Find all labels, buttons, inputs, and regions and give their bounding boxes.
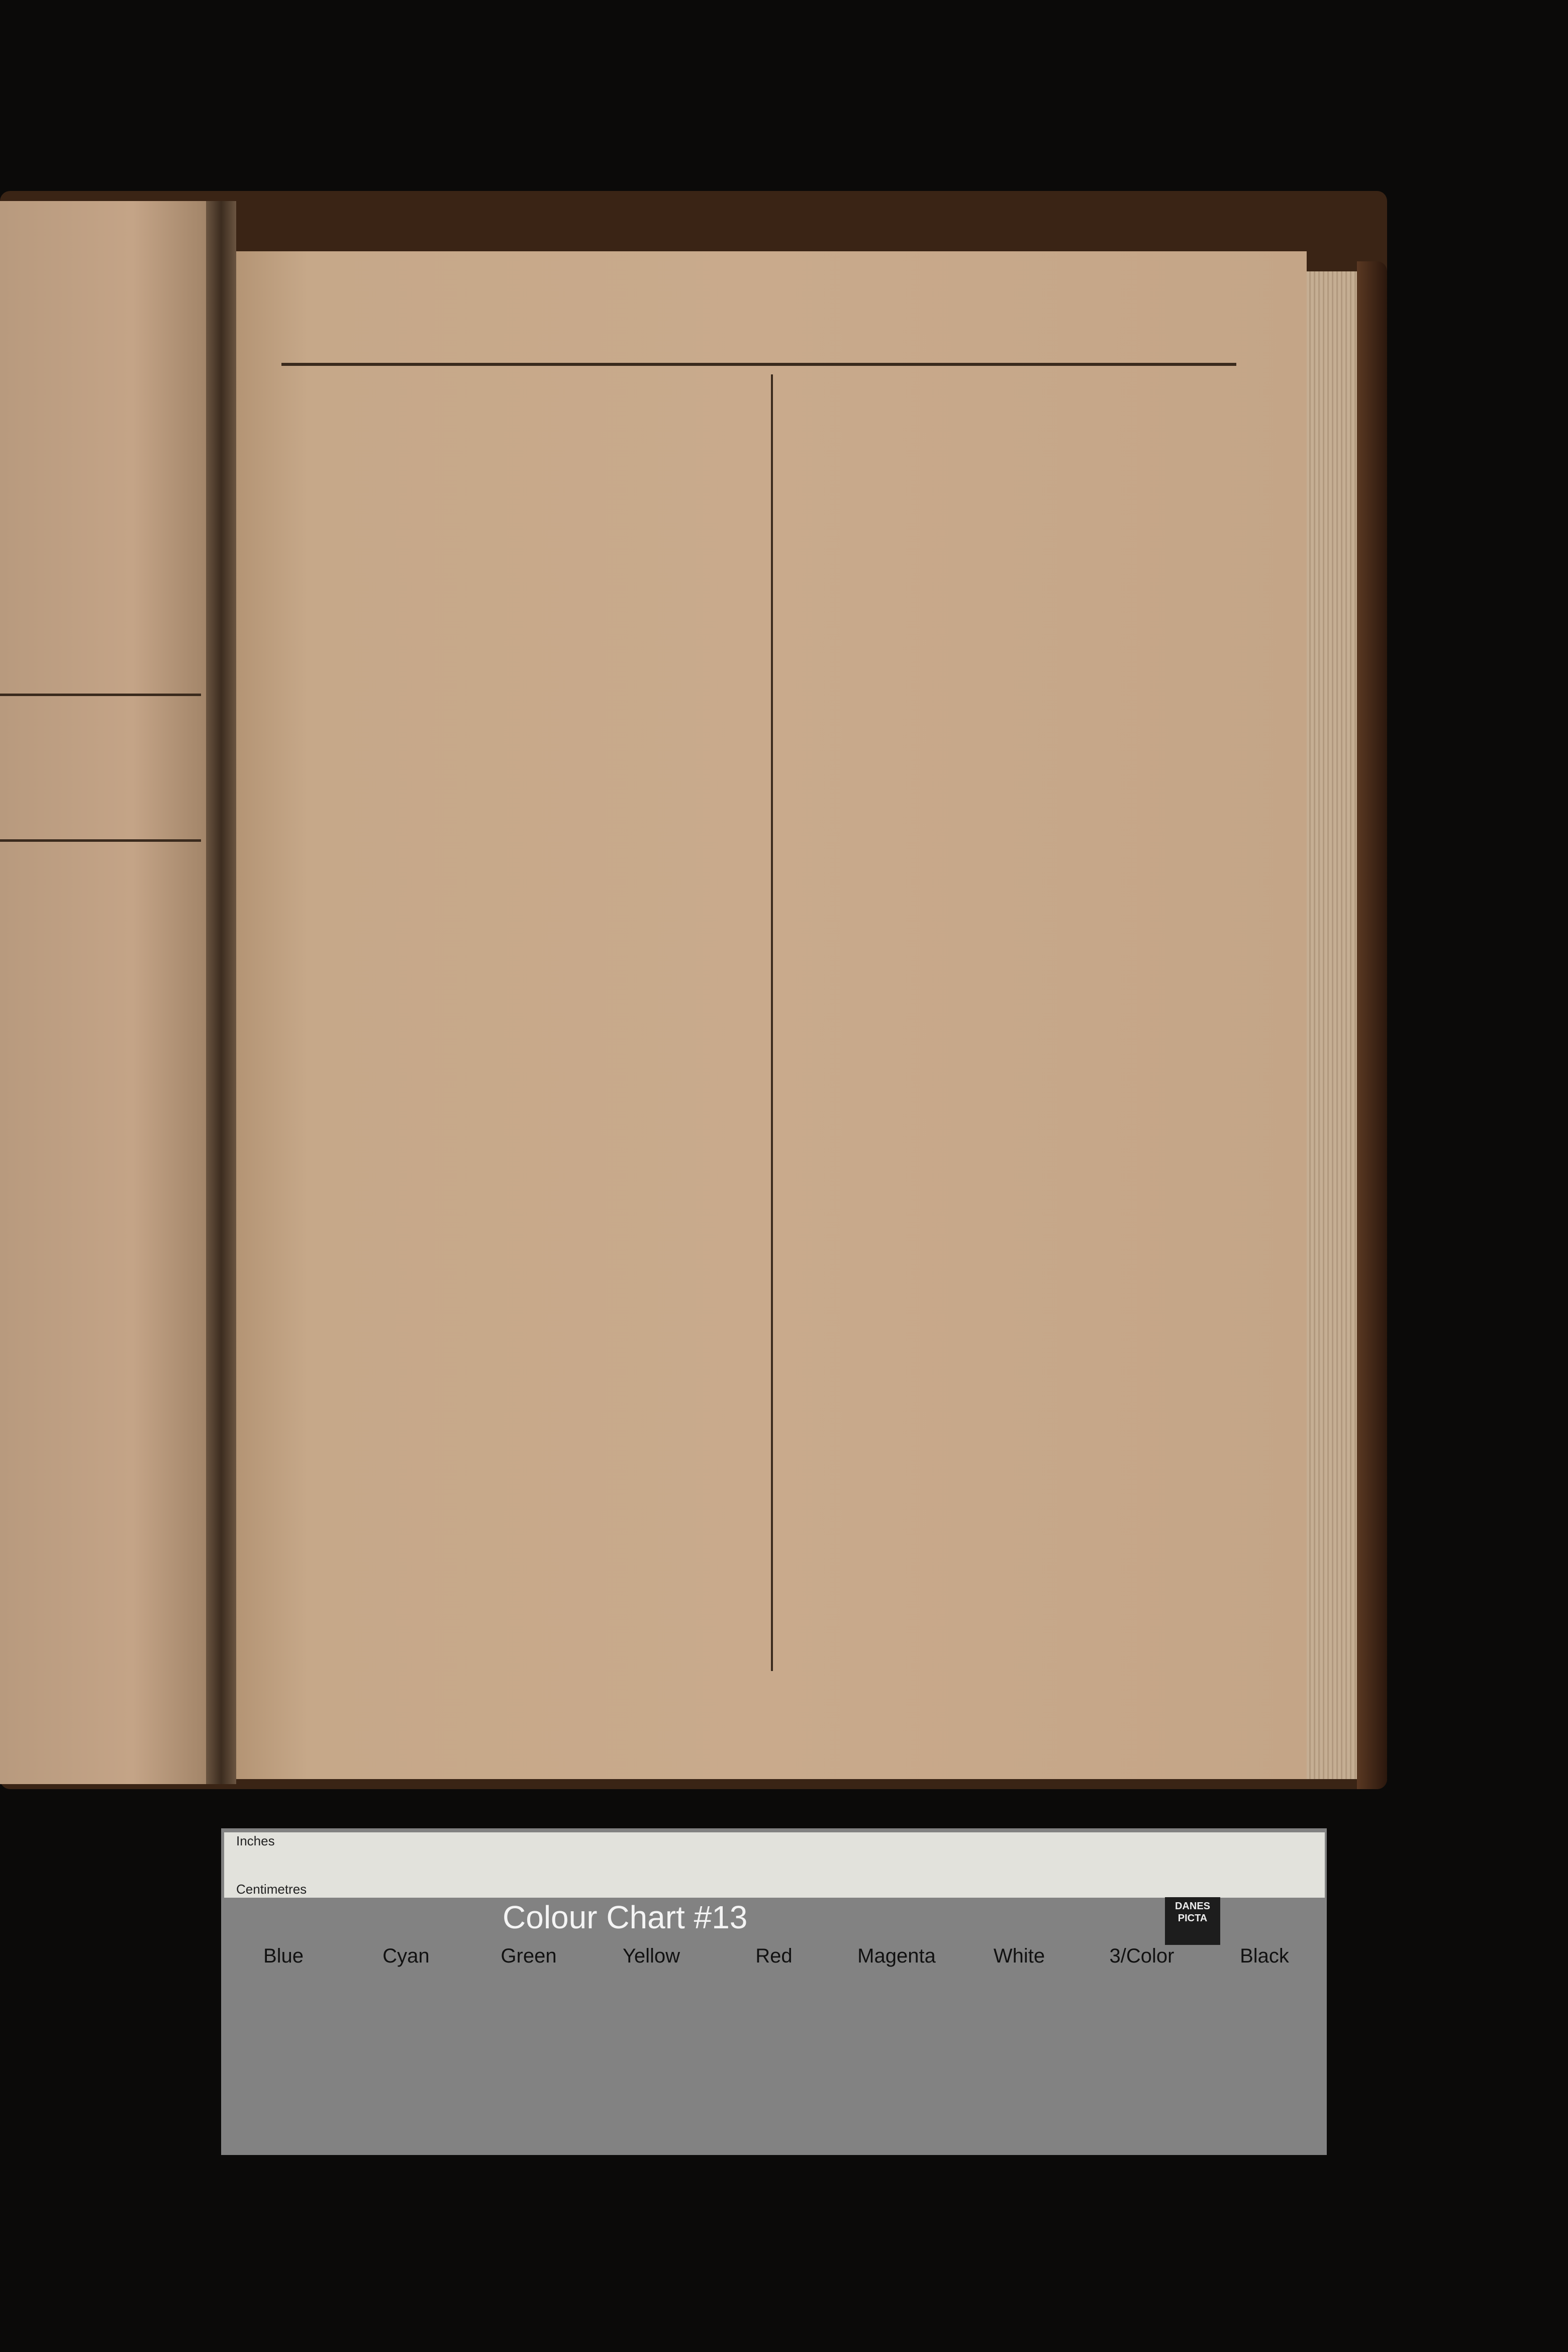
- label-white: White: [993, 1945, 1045, 1967]
- label-blue: Blue: [263, 1945, 304, 1967]
- left-page-rule: [0, 839, 201, 842]
- label-magenta: Magenta: [857, 1945, 936, 1967]
- label-cyan: Cyan: [382, 1945, 430, 1967]
- left-page-rule-top: [0, 694, 201, 696]
- label-red: Red: [755, 1945, 793, 1967]
- book-spine: [1357, 261, 1387, 1789]
- chart-title: Colour Chart #13: [503, 1899, 748, 1935]
- left-page-middle-text: [0, 699, 201, 829]
- label-yellow: Yellow: [622, 1945, 680, 1967]
- book-gutter: [206, 201, 236, 1784]
- label-black: Black: [1240, 1945, 1289, 1967]
- chart-logo: DANES PICTA: [1165, 1897, 1220, 1945]
- chart-labels: [221, 1945, 1327, 1970]
- left-page-bottom-text: [0, 945, 201, 1749]
- column-rule: [771, 374, 773, 1671]
- svg-text:Centimetres: Centimetres: [236, 1882, 307, 1897]
- label-3color: 3/Color: [1109, 1945, 1174, 1967]
- right-column: [792, 392, 1234, 1679]
- header-rule: [281, 363, 1236, 366]
- left-column: [284, 387, 751, 1684]
- svg-text:Inches: Inches: [236, 1833, 275, 1848]
- ruler-ticks: [224, 1832, 1325, 1898]
- label-green: Green: [501, 1945, 557, 1967]
